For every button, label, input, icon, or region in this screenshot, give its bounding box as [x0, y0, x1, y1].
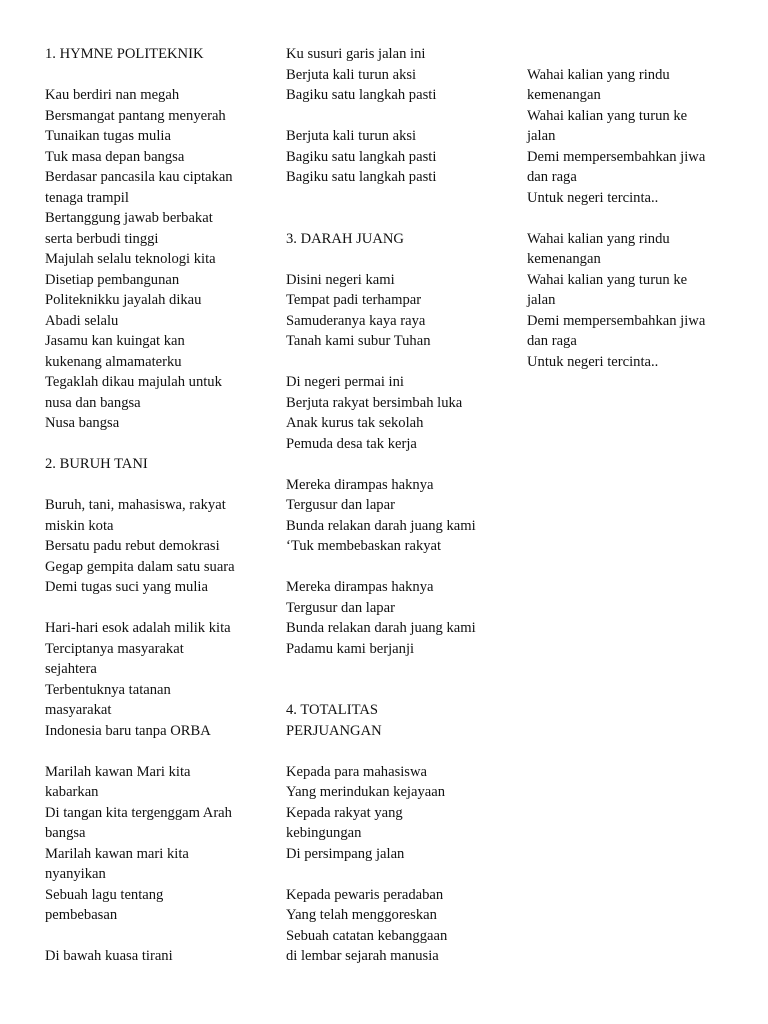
blank-line [286, 352, 491, 373]
lyric-line: jalan [527, 292, 556, 308]
lyric-line: Bertanggung jawab berbakat [45, 210, 213, 226]
lyric-line: sejahtera [45, 661, 97, 677]
blank-line [45, 598, 260, 619]
lyric-line: Tempat padi terhampar [286, 292, 422, 308]
lyric-line: Sebuah catatan kebanggaan [286, 927, 448, 944]
lyric-line: Demi mempersembahkan jiwa [527, 148, 706, 165]
lyric-line: Demi tugas suci yang mulia [45, 579, 208, 595]
lyric-line: Bersmangat pantang menyerah [45, 107, 226, 124]
lyric-line: Hari-hari esok adalah milik kita [45, 620, 231, 636]
blank-line [45, 434, 260, 455]
blank-line [286, 659, 491, 680]
blank-line [45, 475, 260, 496]
lyric-line: Abadi selalu [45, 312, 119, 329]
lyric-line: PERJUANGAN [286, 722, 382, 739]
lyric-line: Bagiku satu langkah pasti [286, 87, 437, 103]
lyric-line: Buruh, tani, mahasiswa, rakyat [45, 497, 226, 513]
blank-line [286, 249, 491, 270]
lyric-line: Tegaklah dikau majulah untuk [45, 374, 222, 390]
lyric-line: Majulah selalu teknologi kita [45, 251, 216, 267]
blank-line [286, 188, 491, 209]
lyric-line: Terciptanya masyarakat [45, 640, 184, 657]
lyric-line: Samuderanya kaya raya [286, 312, 426, 329]
lyric-line: Wahai kalian yang rindu [527, 230, 670, 247]
lyric-line: Bagiku satu langkah pasti [286, 169, 437, 185]
lyric-line: Di tangan kita tergenggam Arah [45, 804, 232, 821]
lyric-line: bangsa [45, 825, 86, 841]
lyric-line: Demi mempersembahkan jiwa [527, 312, 706, 329]
lyric-line: Berdasar pancasila kau ciptakan [45, 169, 233, 185]
lyric-line: Bunda relakan darah juang kami [286, 517, 476, 534]
lyrics-column-3 [527, 44, 742, 372]
lyric-line: Mereka dirampas haknya [286, 579, 434, 595]
lyric-line: Indonesia baru tanpa ORBA [45, 722, 211, 739]
lyric-line: nyanyikan [45, 866, 106, 882]
lyric-line: di lembar sejarah manusia [286, 948, 439, 964]
lyric-line: Tunaikan tugas mulia [45, 128, 171, 144]
lyric-line: Kepada pewaris peradaban [286, 886, 444, 903]
lyric-line: Kepada para mahasiswa [286, 763, 428, 780]
lyric-line: Mereka dirampas haknya [286, 476, 434, 493]
lyric-line: Marilah kawan mari kita [45, 845, 189, 862]
lyric-line: Terbentuknya tatanan [45, 681, 171, 698]
blank-line [286, 557, 491, 578]
lyrics-column-1 [45, 44, 260, 967]
lyric-line: Ku susuri garis jalan ini [286, 46, 426, 62]
blank-line [286, 680, 491, 701]
lyric-line: Kau berdiri nan megah [45, 87, 180, 103]
lyric-line: Yang merindukan kejayaan [286, 784, 446, 800]
blank-line [286, 864, 491, 885]
lyric-line: kukenang almamaterku [45, 353, 182, 370]
lyric-line: serta berbudi tinggi [45, 230, 159, 247]
lyric-line: masyarakat [45, 702, 112, 718]
lyric-line: Di negeri permai ini [286, 374, 404, 390]
lyric-line: Berjuta rakyat bersimbah luka [286, 394, 463, 411]
lyric-line: Yang telah menggoreskan [286, 907, 437, 923]
blank-line [45, 65, 260, 86]
lyric-line: Nusa bangsa [45, 415, 120, 431]
blank-line [286, 454, 491, 475]
lyric-line: kemenangan [527, 87, 601, 103]
lyric-line: dan raga [527, 169, 577, 185]
lyric-line: Bunda relakan darah juang kami [286, 620, 476, 636]
lyric-line: Wahai kalian yang rindu [527, 66, 670, 83]
lyric-line: tenaga trampil [45, 189, 129, 206]
lyric-line: Disini negeri kami [286, 271, 395, 288]
blank-line [286, 741, 491, 762]
blank-line [45, 741, 260, 762]
lyric-line: Sebuah lagu tentang [45, 886, 164, 903]
lyric-line: Marilah kawan Mari kita [45, 763, 191, 780]
lyric-line: 1. HYMNE POLITEKNIK [45, 46, 204, 62]
lyric-line: Pemuda desa tak kerja [286, 435, 417, 452]
lyric-line: Tergusur dan lapar [286, 497, 395, 513]
lyric-line: Padamu kami berjanji [286, 640, 415, 657]
lyric-line: Disetiap pembangunan [45, 271, 180, 288]
lyric-line: Anak kurus tak sekolah [286, 415, 424, 431]
lyric-line: Wahai kalian yang turun ke [527, 107, 688, 124]
lyric-line: Tuk masa depan bangsa [45, 148, 185, 165]
lyric-line: dan raga [527, 333, 577, 349]
lyric-line: Jasamu kan kuingat kan [45, 333, 185, 349]
lyric-line: Di bawah kuasa tirani [45, 948, 173, 964]
lyric-line: Tergusur dan lapar [286, 599, 395, 616]
lyric-line: 4. TOTALITAS [286, 702, 378, 718]
lyric-line: Politeknikku jayalah dikau [45, 292, 202, 308]
lyric-line: kabarkan [45, 784, 99, 800]
lyrics-column-2 [286, 44, 491, 967]
lyric-line: Berjuta kali turun aksi [286, 128, 417, 144]
lyric-line: pembebasan [45, 907, 118, 923]
lyric-line: Gegap gempita dalam satu suara [45, 558, 235, 575]
lyric-line: Berjuta kali turun aksi [286, 66, 417, 83]
lyric-line: ‘Tuk membebaskan rakyat [286, 538, 442, 554]
lyric-line: Kepada rakyat yang [286, 804, 403, 821]
lyric-line: Untuk negeri tercinta.. [527, 189, 659, 206]
blank-line [45, 926, 260, 947]
lyric-line: jalan [527, 128, 556, 144]
lyric-line: Bagiku satu langkah pasti [286, 148, 437, 165]
blank-line [286, 208, 491, 229]
lyric-line: nusa dan bangsa [45, 394, 141, 411]
lyric-line: Di persimpang jalan [286, 845, 405, 862]
blank-line [527, 44, 742, 65]
lyric-line: Untuk negeri tercinta.. [527, 353, 659, 370]
lyric-line: 2. BURUH TANI [45, 456, 148, 472]
lyric-line: kebingungan [286, 825, 362, 841]
lyric-line: miskin kota [45, 517, 114, 534]
lyric-line: Tanah kami subur Tuhan [286, 333, 431, 349]
lyric-line: 3. DARAH JUANG [286, 230, 404, 247]
blank-line [286, 106, 491, 127]
lyric-line: Bersatu padu rebut demokrasi [45, 538, 220, 554]
blank-line [527, 208, 742, 229]
lyric-line: Wahai kalian yang turun ke [527, 271, 688, 288]
lyric-line: kemenangan [527, 251, 601, 267]
